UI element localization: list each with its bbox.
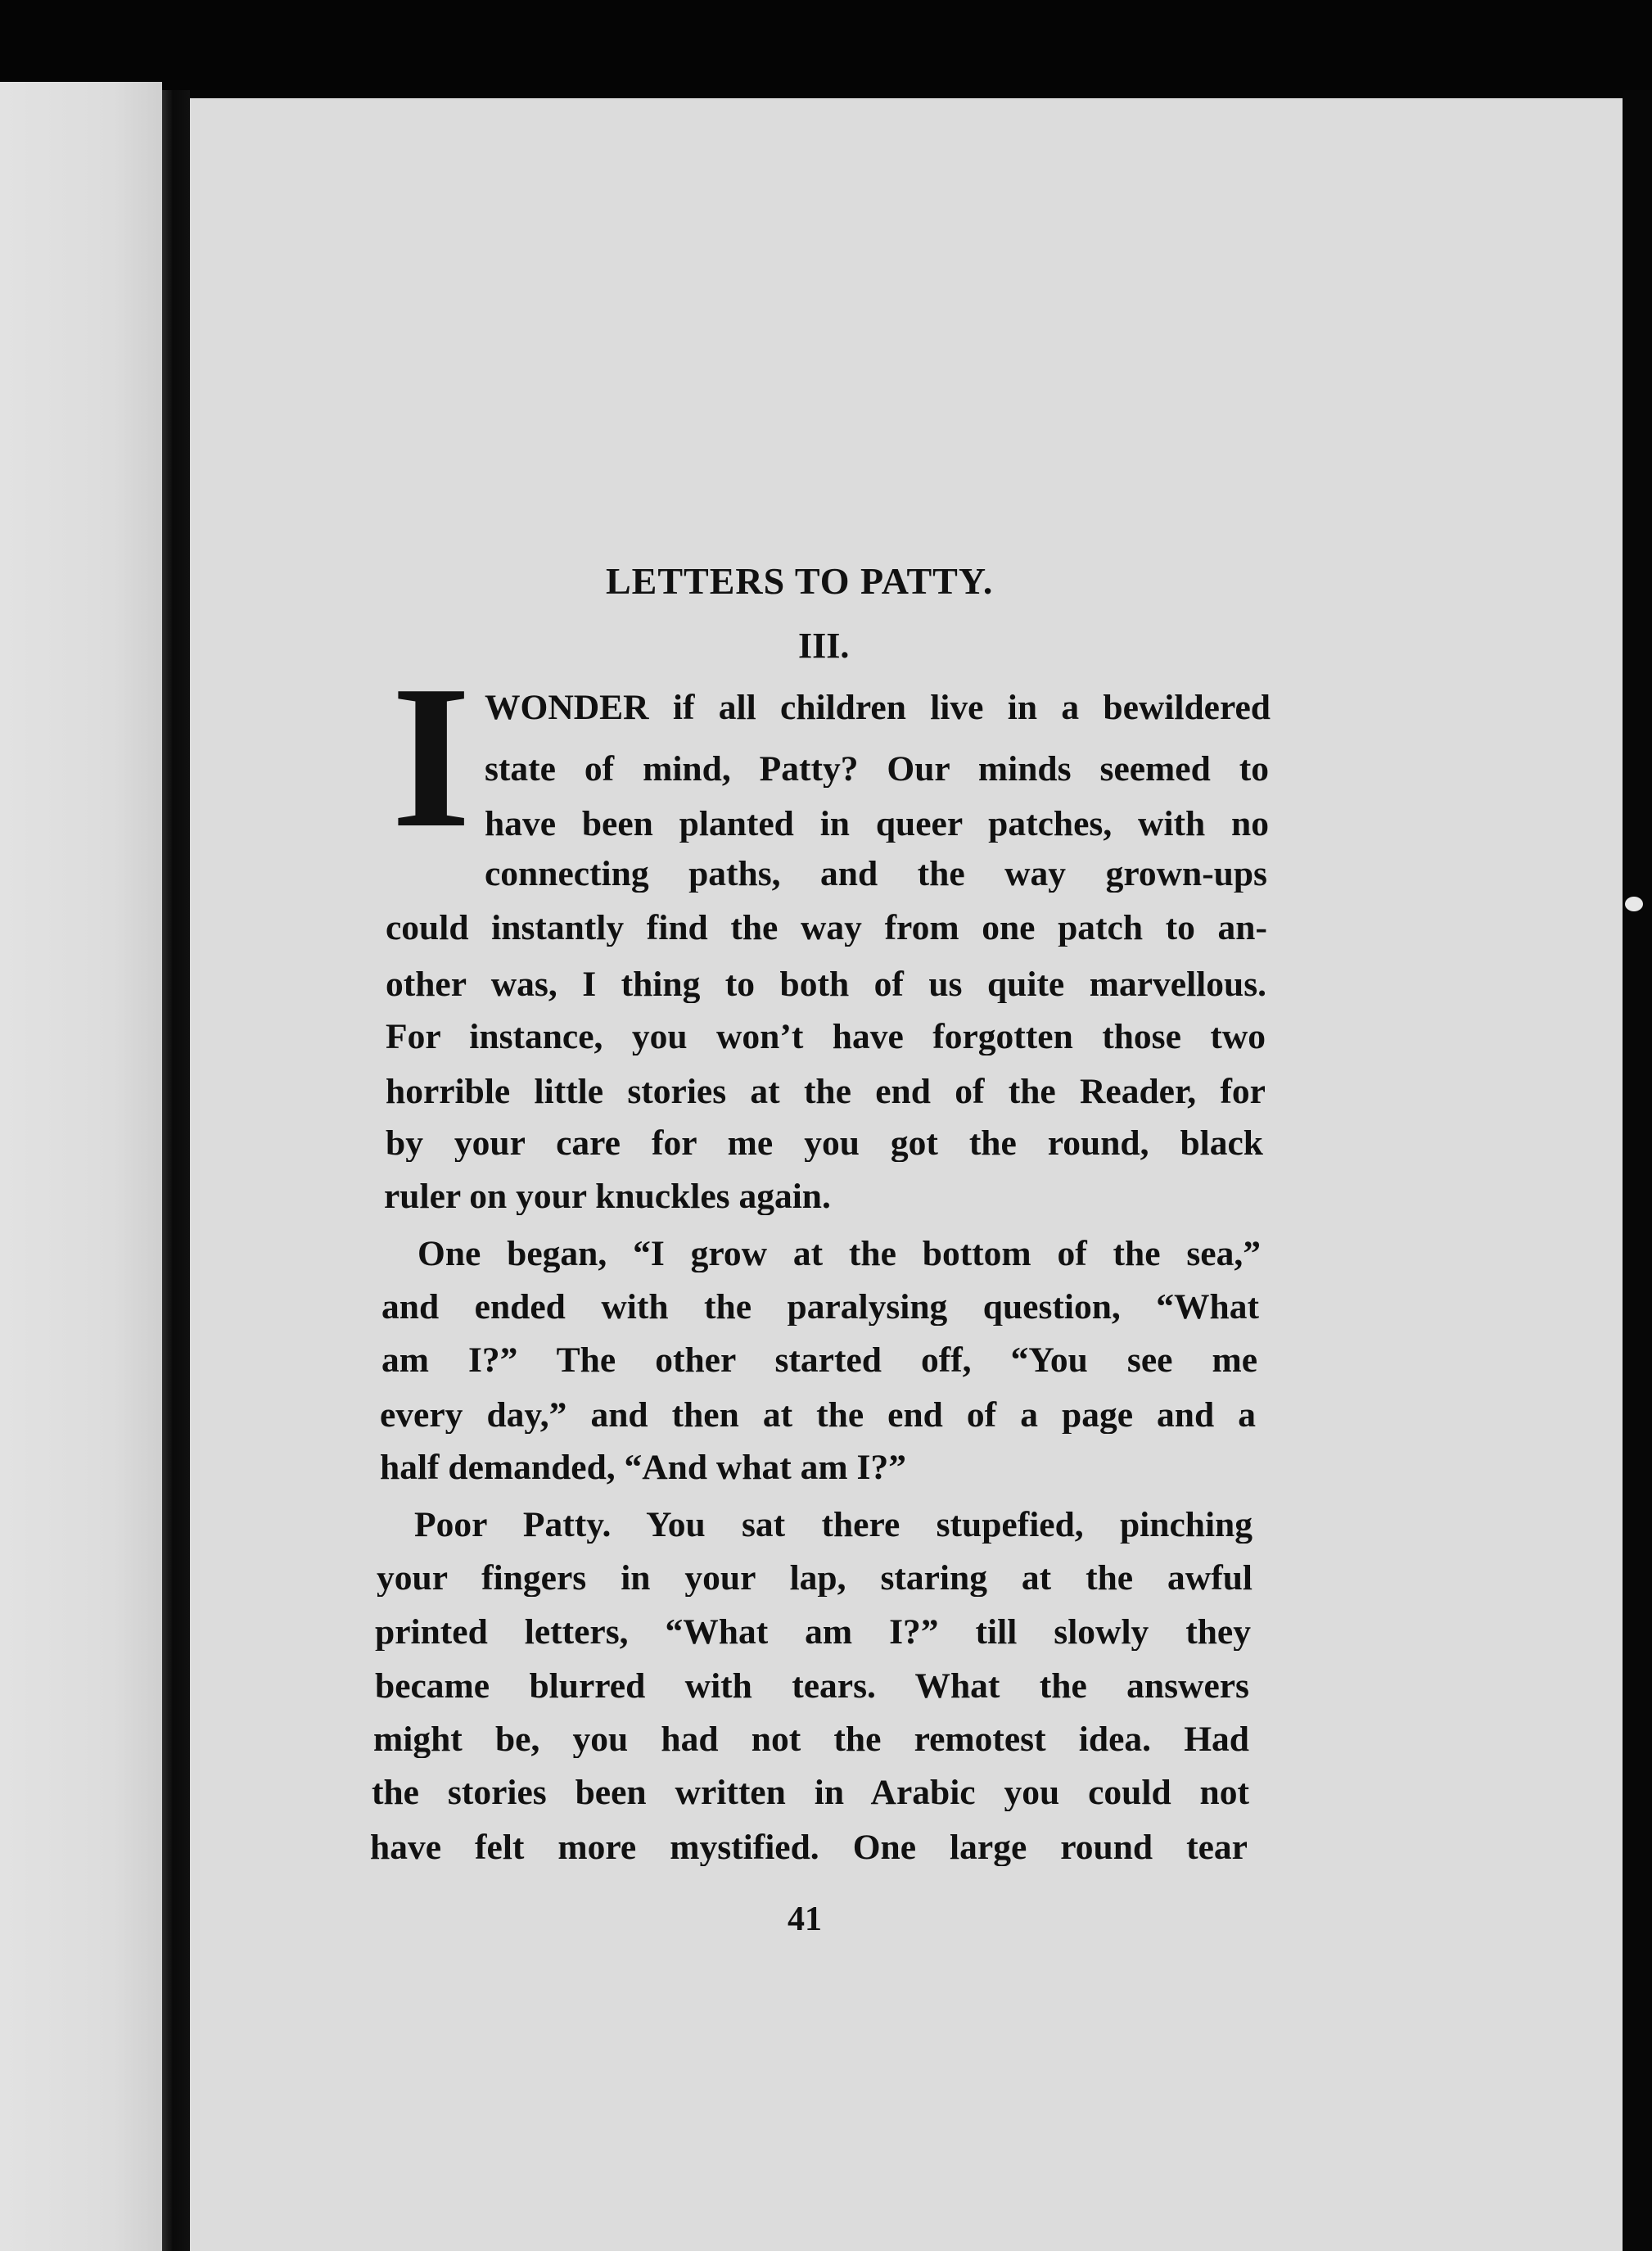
text-line: the stories been written in Arabic you could not [372, 1775, 1249, 1811]
text-line: One began, “I grow at the bottom of the sea,” [418, 1236, 1261, 1272]
text-line: am I?” The other started off, “You see me [381, 1343, 1257, 1379]
text-line: horrible little stories at the end of the Reader, for [386, 1074, 1266, 1110]
section-numeral: III. [798, 626, 850, 666]
text-line: by your care for me you got the round, black [386, 1126, 1263, 1162]
text-line: have felt more mystified. One large round tear [370, 1830, 1248, 1866]
text-line: For instance, you won’t have forgotten those two [386, 1019, 1266, 1055]
text-line: ruler on your knuckles again. [384, 1179, 831, 1215]
text-line: might be, you had not the remotest idea. Had [373, 1722, 1249, 1758]
text-line: Poor Patty. You sat there stupefied, pinching [414, 1507, 1253, 1544]
text-line: every day,” and then at the end of a page and a [380, 1398, 1256, 1434]
text-line: your fingers in your lap, staring at the awful [377, 1561, 1253, 1597]
text-line: and ended with the paralysing question, “What [381, 1290, 1259, 1326]
text-line: state of mind, Patty? Our minds seemed to [485, 752, 1269, 788]
text-line: have been planted in queer patches, with no [485, 807, 1269, 843]
text-line: connecting paths, and the way grown-ups [485, 857, 1267, 893]
text-line: could instantly find the way from one patch to an- [386, 911, 1267, 947]
text-line: printed letters, “What am I?” till slowly they [375, 1615, 1251, 1651]
text-line: WONDER if all children live in a bewildered [485, 690, 1271, 726]
page-number: 41 [788, 1901, 822, 1938]
text-line: other was, I thing to both of us quite marvellous. [386, 967, 1266, 1003]
text-line: half demanded, “And what am I?” [380, 1450, 906, 1486]
drop-cap: I [391, 644, 472, 870]
chapter-title: LETTERS TO PATTY. [606, 560, 994, 602]
text-line: became blurred with tears. What the answers [375, 1669, 1249, 1705]
